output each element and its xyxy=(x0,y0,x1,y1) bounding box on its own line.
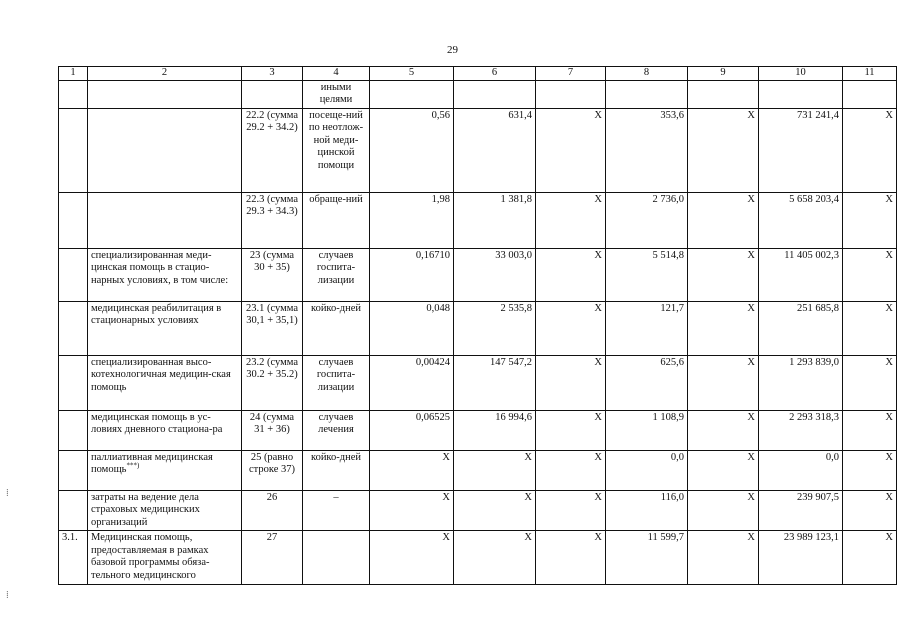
cell-text: – xyxy=(333,491,339,503)
table-cell-c1 xyxy=(59,192,88,248)
table-cell-c5 xyxy=(370,490,454,531)
table-cell-c4 xyxy=(303,410,370,450)
cell-text: 1,98 xyxy=(431,193,450,205)
table-cell-c5 xyxy=(370,80,454,108)
cell-text: X xyxy=(594,249,602,261)
table-body xyxy=(59,67,897,585)
table-cell-c10 xyxy=(759,450,843,490)
table-cell-c11 xyxy=(843,301,897,355)
table-cell-c9 xyxy=(688,248,759,301)
footnote-marker: ***) xyxy=(126,461,140,470)
cell-text: 0,0 xyxy=(670,451,684,463)
cell-text: X xyxy=(885,249,893,261)
table-cell-c11 xyxy=(843,355,897,410)
table-cell-c3 xyxy=(242,531,303,585)
table-cell-c10 xyxy=(759,301,843,355)
cell-text: X xyxy=(442,532,450,543)
table-cell-c11 xyxy=(843,80,897,108)
cell-text: 0,0 xyxy=(825,451,839,463)
table-cell-c3 xyxy=(242,192,303,248)
table-cell-c9 xyxy=(688,108,759,192)
table-cell-c1 xyxy=(59,355,88,410)
table-cell-c10 xyxy=(759,410,843,450)
table-cell-c7 xyxy=(536,301,606,355)
table-cell-c5 xyxy=(370,108,454,192)
table-cell-c8 xyxy=(606,80,688,108)
table-cell-c7 xyxy=(536,192,606,248)
table-cell-c6 xyxy=(454,301,536,355)
cell-text: X xyxy=(885,109,893,121)
cell-text: 353,6 xyxy=(660,109,684,121)
cell-text: X xyxy=(885,491,893,503)
table-cell-c4 xyxy=(303,301,370,355)
column-header: 4 xyxy=(303,67,370,81)
table-cell-c2 xyxy=(88,80,242,108)
table-cell-c6 xyxy=(454,80,536,108)
table-cell-c7 xyxy=(536,531,606,585)
cell-text: 731 241,4 xyxy=(797,109,839,121)
cell-text: 5 514,8 xyxy=(652,249,684,261)
table-cell-c3 xyxy=(242,301,303,355)
table-cell-c5 xyxy=(370,192,454,248)
cell-text: специализированная высо-котехнологичная медицин-ская помощь xyxy=(91,356,231,393)
column-header: 11 xyxy=(843,67,897,81)
table-row xyxy=(59,80,897,108)
cell-text: 16 994,6 xyxy=(495,411,532,423)
column-header: 9 xyxy=(688,67,759,81)
cell-text: X xyxy=(594,532,602,543)
table-cell-c3 xyxy=(242,410,303,450)
table-cell-c11 xyxy=(843,531,897,585)
cell-text: койко-дней xyxy=(311,451,361,463)
cell-text: 1 381,8 xyxy=(500,193,532,205)
table-cell-c2 xyxy=(88,490,242,531)
cell-text: 23.1 (сумма 30,1 + 35,1) xyxy=(245,302,298,326)
cell-text: X xyxy=(885,532,893,543)
cell-text: 0,00424 xyxy=(415,356,450,368)
margin-mark: ⁞ xyxy=(6,590,9,601)
table-cell-c8 xyxy=(606,192,688,248)
column-number-row xyxy=(59,67,897,81)
table-cell-c10 xyxy=(759,108,843,192)
table-cell-c3 xyxy=(242,248,303,301)
cell-text: X xyxy=(885,193,893,205)
table-cell-c6 xyxy=(454,355,536,410)
table-cell-c2 xyxy=(88,410,242,450)
table-cell-c1 xyxy=(59,108,88,192)
table-cell-c3 xyxy=(242,450,303,490)
table-cell-c4 xyxy=(303,355,370,410)
cell-text: X xyxy=(594,109,602,121)
cell-text: посеще-ний по неотлож-ной меди-цинской помощи xyxy=(308,109,364,171)
table-cell-c7 xyxy=(536,355,606,410)
margin-mark: ⁞ xyxy=(6,488,9,499)
cell-text: затраты на ведение дела страховых медицинских организаций xyxy=(91,491,200,528)
table-cell-c10 xyxy=(759,531,843,585)
cell-text: 22.2 (сумма 29.2 + 34.2) xyxy=(245,109,298,133)
table-cell-c6 xyxy=(454,531,536,585)
table-cell-c5 xyxy=(370,355,454,410)
table-cell-c8 xyxy=(606,410,688,450)
table-cell-c8 xyxy=(606,301,688,355)
cell-text: 239 907,5 xyxy=(797,491,839,503)
cell-text: X xyxy=(747,109,755,121)
table-cell-c4 xyxy=(303,531,370,585)
cell-text: 1 108,9 xyxy=(652,411,684,423)
cell-text: 1 293 839,0 xyxy=(789,356,839,368)
cell-text: X xyxy=(594,302,602,314)
cell-text: случаев госпита-лизации xyxy=(316,356,356,393)
column-header: 10 xyxy=(759,67,843,81)
column-header: 5 xyxy=(370,67,454,81)
table-cell-c1 xyxy=(59,248,88,301)
table-cell-c4 xyxy=(303,192,370,248)
cell-text: 11 405 002,3 xyxy=(784,249,839,261)
table-cell-c4 xyxy=(303,248,370,301)
cell-text: 5 658 203,4 xyxy=(789,193,839,205)
table-row xyxy=(59,301,897,355)
table-cell-c9 xyxy=(688,531,759,585)
cell-text: 116,0 xyxy=(660,491,684,503)
table-cell-c8 xyxy=(606,531,688,585)
table-cell-c7 xyxy=(536,490,606,531)
table-cell-c10 xyxy=(759,490,843,531)
table-row xyxy=(59,248,897,301)
table-cell-c7 xyxy=(536,108,606,192)
table-cell-c7 xyxy=(536,80,606,108)
table-cell-c2 xyxy=(88,355,242,410)
cell-text: X xyxy=(747,411,755,423)
cell-text: X xyxy=(442,451,450,463)
table-cell-c5 xyxy=(370,450,454,490)
table-cell-c10 xyxy=(759,192,843,248)
page-number: 29 xyxy=(447,44,458,56)
column-header: 1 xyxy=(59,67,88,81)
cell-text: X xyxy=(594,491,602,503)
table-cell-c5 xyxy=(370,410,454,450)
table-cell-c9 xyxy=(688,410,759,450)
cell-text: 2 736,0 xyxy=(652,193,684,205)
cell-text: 24 (сумма 31 + 36) xyxy=(249,411,295,435)
table-cell-c11 xyxy=(843,410,897,450)
table-cell-c7 xyxy=(536,410,606,450)
table-cell-c1 xyxy=(59,490,88,531)
table-cell-c2 xyxy=(88,192,242,248)
table-cell-c4 xyxy=(303,450,370,490)
table-cell-c6 xyxy=(454,192,536,248)
cell-text: 631,4 xyxy=(508,109,532,121)
cell-text: X xyxy=(885,451,893,463)
cell-text: X xyxy=(747,491,755,503)
table-cell-c6 xyxy=(454,410,536,450)
table-cell-c8 xyxy=(606,355,688,410)
cell-text: 25 (равно строке 37) xyxy=(249,451,295,475)
cell-text: 22.3 (сумма 29.3 + 34.3) xyxy=(245,193,298,217)
table-cell-c10 xyxy=(759,248,843,301)
cell-text: случаев лечения xyxy=(318,411,354,435)
table-row xyxy=(59,192,897,248)
table-cell-c6 xyxy=(454,108,536,192)
table-cell-c11 xyxy=(843,248,897,301)
table-row xyxy=(59,410,897,450)
cell-text: медицинская помощь в ус-ловиях дневного стациона-ра xyxy=(91,411,223,435)
cell-text: 26 xyxy=(266,491,278,503)
cell-text: 23 (сумма 30 + 35) xyxy=(249,249,295,273)
table-cell-c3 xyxy=(242,355,303,410)
table-cell-c11 xyxy=(843,450,897,490)
table-cell-c9 xyxy=(688,490,759,531)
cell-text: 625,6 xyxy=(660,356,684,368)
cell-text: 147 547,2 xyxy=(490,356,532,368)
table-cell-c2 xyxy=(88,450,242,490)
column-header: 6 xyxy=(454,67,536,81)
table-cell-c2 xyxy=(88,108,242,192)
table-cell-c11 xyxy=(843,108,897,192)
cell-text: X xyxy=(747,451,755,463)
table-cell-c2 xyxy=(88,248,242,301)
cell-text: 0,56 xyxy=(431,109,450,121)
table-cell-c1 xyxy=(59,301,88,355)
table-cell-c2 xyxy=(88,531,242,585)
table-cell-c1 xyxy=(59,410,88,450)
table-cell-c1 xyxy=(59,80,88,108)
table-cell-c7 xyxy=(536,248,606,301)
cell-text: X xyxy=(524,491,532,503)
table-cell-c1 xyxy=(59,450,88,490)
table-row xyxy=(59,490,897,531)
table-cell-c3 xyxy=(242,108,303,192)
cell-text: X xyxy=(747,249,755,261)
cell-text: койко-дней xyxy=(311,302,361,314)
table-cell-c10 xyxy=(759,80,843,108)
cell-text: медицинская реабилитация в стационарных условиях xyxy=(91,302,222,326)
table-row xyxy=(59,450,897,490)
table-cell-c5 xyxy=(370,531,454,585)
cell-text: 0,048 xyxy=(426,302,450,314)
table-cell-c2 xyxy=(88,301,242,355)
cell-text: X xyxy=(747,193,755,205)
table-cell-c11 xyxy=(843,192,897,248)
cell-text: 251 685,8 xyxy=(797,302,839,314)
cell-text: 2 535,8 xyxy=(500,302,532,314)
column-header: 8 xyxy=(606,67,688,81)
cell-text: X xyxy=(885,302,893,314)
table-cell-c5 xyxy=(370,248,454,301)
table-cell-c6 xyxy=(454,490,536,531)
cell-text: X xyxy=(885,356,893,368)
cell-text: 2 293 318,3 xyxy=(789,411,839,423)
table-row xyxy=(59,531,897,585)
cell-text: 23.2 (сумма 30.2 + 35.2) xyxy=(245,356,298,380)
cell-text: 0,06525 xyxy=(415,411,450,423)
table-cell-c10 xyxy=(759,355,843,410)
cell-text: 33 003,0 xyxy=(495,249,532,261)
table-cell-c4 xyxy=(303,108,370,192)
table-cell-c8 xyxy=(606,108,688,192)
cell-text: специализированная меди-цинская помощь в стацио-нарных условиях, в том числе: xyxy=(91,249,229,286)
table-cell-c1 xyxy=(59,531,88,585)
table-cell-c8 xyxy=(606,490,688,531)
table-cell-c8 xyxy=(606,450,688,490)
cell-text: 27 xyxy=(266,532,278,543)
cell-text: 121,7 xyxy=(660,302,684,314)
table-cell-c6 xyxy=(454,450,536,490)
table-cell-c9 xyxy=(688,301,759,355)
cost-table xyxy=(58,66,897,585)
cell-text: X xyxy=(594,356,602,368)
cell-text: X xyxy=(524,451,532,463)
table-cell-c4 xyxy=(303,80,370,108)
column-header: 7 xyxy=(536,67,606,81)
cell-text: X xyxy=(747,302,755,314)
cell-text: 23 989 123,1 xyxy=(783,532,839,543)
column-header: 3 xyxy=(242,67,303,81)
table-cell-c4 xyxy=(303,490,370,531)
table-cell-c11 xyxy=(843,490,897,531)
table-cell-c6 xyxy=(454,248,536,301)
cell-text: паллиативная медицинская помощь xyxy=(91,451,213,475)
cell-text: 0,16710 xyxy=(415,249,450,261)
table-cell-c3 xyxy=(242,80,303,108)
table-row xyxy=(59,108,897,192)
cell-text: X xyxy=(747,532,755,543)
table-cell-c5 xyxy=(370,301,454,355)
cell-text: 3.1. xyxy=(62,532,78,543)
table-cell-c9 xyxy=(688,450,759,490)
table-row xyxy=(59,355,897,410)
cell-text: X xyxy=(747,356,755,368)
table-cell-c9 xyxy=(688,80,759,108)
cell-text: X xyxy=(885,411,893,423)
cell-text: обраще-ний xyxy=(309,193,363,205)
table-cell-c8 xyxy=(606,248,688,301)
cell-text: X xyxy=(594,411,602,423)
cell-text: X xyxy=(442,491,450,503)
cell-text: X xyxy=(594,193,602,205)
table-cell-c7 xyxy=(536,450,606,490)
cell-text: X xyxy=(524,532,532,543)
table-cell-c3 xyxy=(242,490,303,531)
column-header: 2 xyxy=(88,67,242,81)
table-cell-c9 xyxy=(688,192,759,248)
cell-text: иными целями xyxy=(319,81,353,105)
table-cell-c9 xyxy=(688,355,759,410)
cell-text: Медицинская помощь, предоставляемая в рамках базовой программы обяза-тельного медицинского xyxy=(91,532,210,581)
cell-text: случаев госпита-лизации xyxy=(316,249,356,286)
cell-text: X xyxy=(594,451,602,463)
cell-text: 11 599,7 xyxy=(647,532,684,543)
